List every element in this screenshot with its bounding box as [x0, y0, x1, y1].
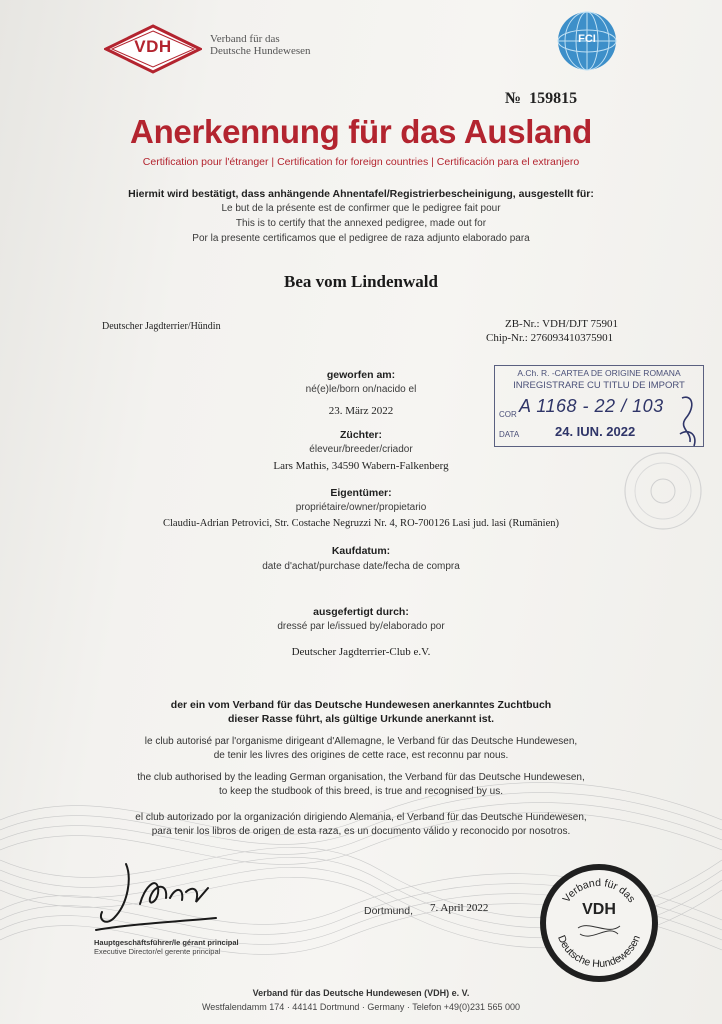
footer-line2: Westfalendamm 174 · 44141 Dortmund · Germany · Telefon +49(0)231 565 000	[201, 1002, 521, 1012]
stamp-data-label: DATA	[499, 430, 520, 439]
vdh-seal-icon	[538, 862, 660, 984]
stamp-initials-icon	[670, 392, 704, 450]
seal-center-text: VDH	[582, 901, 616, 918]
intro-fr: Le but de la présente est de confirmer que le pedigree fait pour	[221, 203, 501, 214]
zb-number: ZB-Nr.: VDH/DJT 75901	[505, 318, 618, 330]
recognition-fr-line1: le club autorisé par l'organisme dirigeant d'Allemagne, le Verband für das Deutsche Hundewesen,	[144, 736, 578, 747]
stamp-line1: A.Ch. R. -CARTEA DE ORIGINE ROMANA	[517, 368, 681, 378]
recognition-en-line1: the club authorised by the leading German organisation, the Verband für das Deutsche Hundewesen,	[137, 772, 585, 783]
recognition-de-line1: der ein vom Verband für das Deutsche Hundewesen anerkanntes Zuchtbuch	[170, 699, 552, 711]
recognition-en-line2: to keep the studbook of this breed, is true and recognised by us.	[218, 786, 504, 797]
vdh-logo-text: VDH	[134, 37, 172, 56]
vdh-name	[210, 33, 311, 57]
owner-label: Eigentümer:	[330, 487, 392, 499]
breed: Deutscher Jagdterrier/Hündin	[102, 321, 221, 332]
purchase-sub: date d'achat/purchase date/fecha de compra	[262, 561, 460, 572]
seal-bottom-text: Deutsche Hundewesen	[555, 933, 643, 971]
issued-value: Deutscher Jagdterrier-Club e.V.	[291, 646, 431, 658]
breeder-label: Züchter:	[340, 429, 382, 441]
recognition-de-line2: dieser Rasse führt, als gültige Urkunde anerkannt ist.	[227, 713, 495, 725]
issue-date: 7. April 2022	[430, 902, 489, 914]
intro-es: Por la presente certificamos que el pedigree de raza adjunto elaborado para	[192, 233, 530, 244]
page-title: Anerkennung für das Ausland	[130, 113, 592, 150]
recognition-es-line1: el club autorizado por la organización dirigiendo Alemania, el Verband für das Deutsche Hundewesen,	[135, 812, 587, 823]
dog-name: Bea vom Lindenwald	[284, 272, 438, 291]
owner-sub: propriétaire/owner/propietario	[295, 502, 427, 513]
owner-value: Claudiu-Adrian Petrovici, Str. Costache Negruzzi Nr. 4, RO-700126 Lasi jud. lasi (Rumänien)	[162, 518, 559, 529]
recognition-fr	[0, 735, 722, 763]
purchase-label: Kaufdatum:	[331, 545, 391, 557]
intro-en: This is to certify that the annexed pedigree, made out for	[235, 218, 487, 229]
born-sub: né(e)le/born on/nacido el	[305, 384, 417, 395]
page-subtitle: Certification pour l'étranger | Certification for foreign countries | Certificación para el extranjero	[142, 156, 580, 168]
signature-icon	[92, 858, 222, 938]
stamp-cor-value: A 1168 - 22 / 103	[519, 396, 664, 416]
stamp-cor-label: COR	[499, 410, 517, 419]
recognition-en	[0, 771, 722, 799]
issue-place: Dortmund,	[364, 905, 414, 917]
breeder-value: Lars Mathis, 34590 Wabern-Falkenberg	[273, 460, 449, 472]
recognition-es	[0, 811, 722, 839]
number-label: №	[505, 90, 522, 107]
number-value: 159815	[529, 90, 578, 107]
intro-de: Hiermit wird bestätigt, dass anhängende Ahnentafel/Registrierbescheinigung, ausgestellt für:	[128, 188, 594, 200]
stamp-data-value: 24. IUN. 2022	[555, 424, 636, 439]
signature-role-line1: Hauptgeschäftsführer/le gérant principal	[94, 938, 239, 947]
issued-label: ausgefertigt durch:	[313, 606, 409, 618]
breeder-sub: éleveur/breeder/criador	[309, 444, 413, 455]
born-label: geworfen am:	[326, 369, 396, 381]
issued-sub: dressé par le/issued by/elaborado por	[277, 621, 445, 632]
recognition-de	[0, 698, 722, 726]
recognition-es-line2: para tenir los libros de origen de esta raza, es un documento válido y reconocido por nosotros.	[151, 826, 571, 837]
fci-text: FCI	[578, 33, 596, 45]
stamp-line2: INREGISTRARE CU TITLU DE IMPORT	[513, 380, 685, 391]
born-value: 23. März 2022	[328, 405, 394, 417]
footer-line1: Verband für das Deutsche Hundewesen (VDH) e. V.	[252, 988, 470, 998]
seal-top-text: Verband für das	[560, 876, 638, 905]
recognition-fr-line2: de tenir les livres des origines de cette race, est reconnu par nous.	[213, 750, 509, 761]
vdh-name-line1: Verband für das	[210, 33, 280, 45]
certificate-number	[505, 90, 577, 108]
signature-role-line2: Executive Director/el gerente principal	[94, 947, 221, 956]
vdh-name-line2: Deutsche Hundewesen	[210, 45, 311, 57]
chip-number: Chip-Nr.: 276093410375901	[486, 332, 614, 344]
